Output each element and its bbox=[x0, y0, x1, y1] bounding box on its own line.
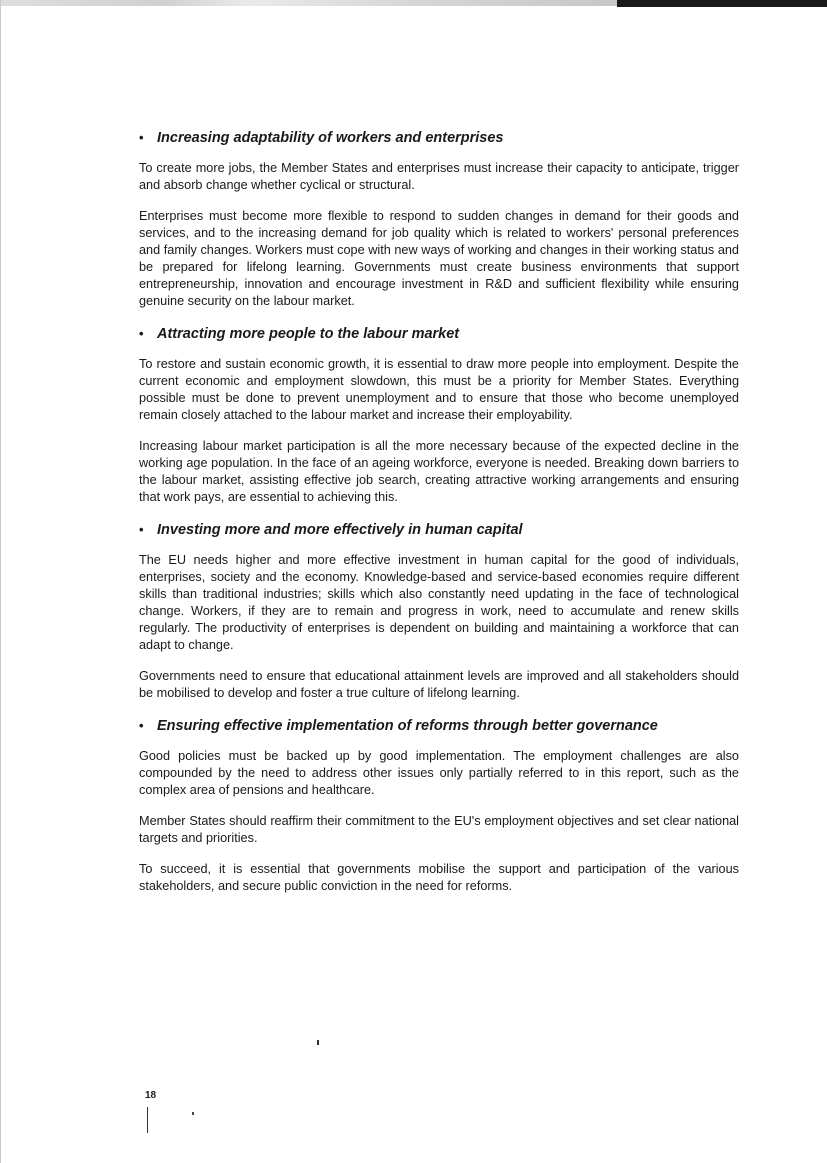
scan-speck bbox=[317, 1040, 319, 1045]
section-governance bbox=[139, 716, 739, 895]
section-human-capital bbox=[139, 520, 739, 702]
bullet-icon: • bbox=[139, 718, 144, 733]
paragraph: The EU needs higher and more effective investment in human capital for the good of individuals, enterprises, society and the economy. Knowledge-based and service-based economies require different skills than traditional industries; skills which also constantly need updating in the face of technological change. Workers, if they are to remain and progress in work, need to accumulate and renew skills regularly. The productivity of enterprises is dependent on building and maintaining a workforce that can adapt to change. bbox=[139, 553, 739, 652]
bullet-icon: • bbox=[139, 130, 144, 145]
paragraph: To succeed, it is essential that governments mobilise the support and participation of the various stakeholders, and secure public conviction in the need for reforms. bbox=[139, 862, 739, 893]
heading-text: Ensuring effective implementation of reforms through better governance bbox=[157, 718, 658, 734]
paragraph: Enterprises must become more flexible to respond to sudden changes in demand for their goods and services, and to the increasing demand for job quality which is related to workers' personal preferences and family changes. Workers must cope with new ways of working and changes in their working status and be prepared for lifelong learning. Governments must create business environments that support entrepreneurship, innovation and encourage investment in R&D and sufficient flexibility while ensuring genuine security on the labour market. bbox=[139, 209, 739, 308]
section-heading bbox=[139, 716, 739, 736]
paragraph: To create more jobs, the Member States and enterprises must increase their capacity to anticipate, trigger and absorb change whether cyclical or structural. bbox=[139, 161, 739, 192]
paragraph: Increasing labour market participation is all the more necessary because of the expected decline in the working age population. In the face of an ageing workforce, everyone is needed. Breaking down barriers to the labour market, assisting effective job search, creating attractive working arrangements and ensuring that work pays, are essential to achieving this. bbox=[139, 439, 739, 504]
page-number-rule bbox=[147, 1107, 148, 1133]
bullet-icon: • bbox=[139, 522, 144, 537]
section-heading bbox=[139, 324, 739, 344]
document-body bbox=[139, 128, 739, 909]
paragraph: Governments need to ensure that educational attainment levels are improved and all stakeholders should be mobilised to develop and foster a true culture of lifelong learning. bbox=[139, 669, 739, 700]
paragraph: Member States should reaffirm their commitment to the EU's employment objectives and set clear national targets and priorities. bbox=[139, 814, 739, 845]
heading-text: Investing more and more effectively in human capital bbox=[157, 522, 523, 538]
paragraph: Good policies must be backed up by good implementation. The employment challenges are also compounded by the need to address other issues only partially referred to in this report, such as the complex area of pensions and healthcare. bbox=[139, 749, 739, 797]
page-number: 18 bbox=[145, 1090, 157, 1101]
section-heading bbox=[139, 520, 739, 540]
scan-edge-top-dark bbox=[617, 0, 827, 7]
scan-speck bbox=[192, 1112, 194, 1115]
section-attracting-people bbox=[139, 324, 739, 506]
scan-edge-left bbox=[0, 0, 1, 1163]
section-heading bbox=[139, 128, 739, 148]
paragraph: To restore and sustain economic growth, it is essential to draw more people into employment. Despite the current economic and employment slowdown, this must be a priority for Member States. Everything possible must be done to prevent unemployment and to ensure that those who become unemployed remain closely attached to the labour market and increase their employability. bbox=[139, 357, 739, 422]
heading-text: Attracting more people to the labour market bbox=[157, 326, 460, 342]
bullet-icon: • bbox=[139, 326, 144, 341]
section-adaptability bbox=[139, 128, 739, 310]
heading-text: Increasing adaptability of workers and enterprises bbox=[157, 130, 504, 146]
